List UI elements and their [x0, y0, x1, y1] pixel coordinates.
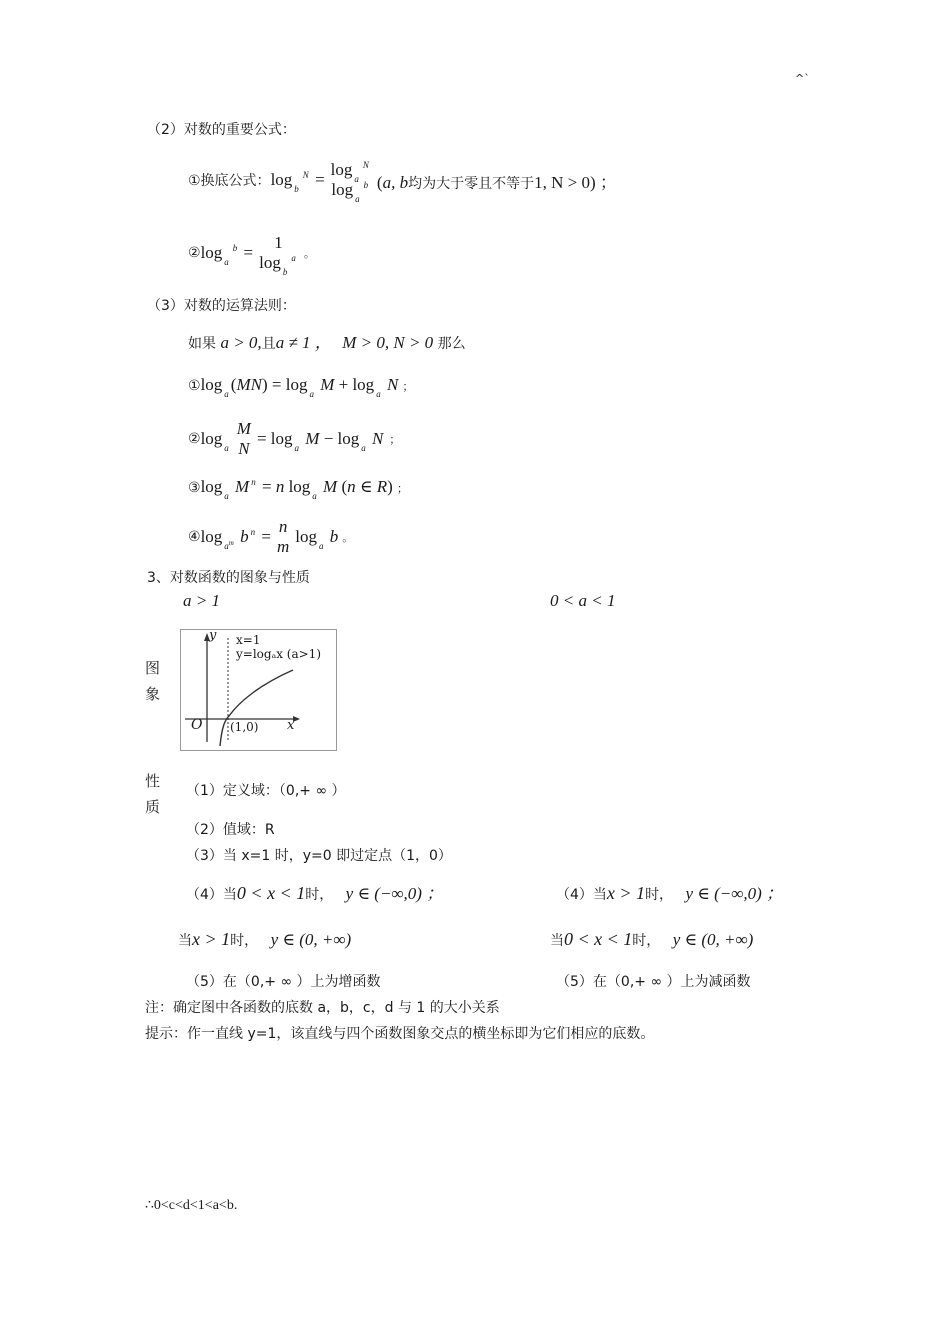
rule-base-power: ④ log $_{a^m}$ b $^n$ = n m log $_a$ b 。 [188, 517, 354, 556]
log-graph-a-gt-1 [180, 629, 337, 751]
graph-x1-label: x=1 [236, 633, 261, 647]
graph-origin-label: O [191, 717, 203, 733]
section-graph-heading: 3、对数函数的图象与性质 [147, 570, 310, 586]
formula-1-fraction: log $_a^N$ log $_a^b$ [330, 160, 369, 204]
graph-point-label: (1,0) [230, 720, 259, 734]
rule-quotient: ② log $_a$ M N = log $_a$ M − log $_a$ N ； [188, 419, 401, 458]
formula-1-label: ①换底公式： [188, 173, 271, 189]
formula-2-label: ② [188, 244, 201, 261]
rule-product: ①log $_a$ (MN) = log $_a$ M + log $_a$ N ； [188, 375, 414, 399]
graph-y-label: y [209, 628, 217, 643]
property-4-right: （4）当x > 1时， y ∈ (−∞,0) ； [556, 883, 784, 903]
property-5-right: （5）在（0,+ ∞ ）上为减函数 [556, 974, 751, 990]
row-label-properties: 性质 [145, 772, 161, 816]
property-range: （2）值域：R [186, 822, 275, 838]
property-4b-right: 当0 < x < 1时， y ∈ (0, +∞) [550, 929, 754, 949]
formula-change-of-base [188, 150, 617, 210]
graph-func-label: y=logₐx (a>1) [236, 647, 321, 661]
property-domain: （1）定义域：（0,+ ∞ ） [186, 783, 346, 799]
conclusion-text: ∴0<c<d<1<a<b. [145, 1198, 238, 1213]
corner-mark: ^` [795, 72, 810, 85]
formula-reciprocal: ② log $_a^b$ = 1 log $_b^a$ 。 [188, 232, 315, 277]
hint-text: 提示：作一直线 y=1，该直线与四个函数图象交点的横坐标即为它们相应的底数。 [145, 1026, 655, 1042]
property-4b-left: 当x > 1时， y ∈ (0, +∞) [178, 929, 352, 949]
graph-x-label: x [287, 718, 295, 733]
log-curve [220, 670, 293, 746]
case-a-greater-1: a > 1 [183, 591, 220, 610]
section-3-heading: （3）对数的运算法则： [147, 298, 296, 314]
formula-1-lhs: log $_b^N$ = [270, 170, 325, 194]
formula-2-fraction: 1 log $_b^a$ [259, 232, 296, 277]
rule-power: ③log $_a$ M $^n$ = n log $_a$ M (n ∈ R) ； [188, 477, 409, 501]
section-2-heading: （2）对数的重要公式： [147, 122, 296, 138]
row-label-image: 图象 [145, 659, 161, 703]
operation-condition: 如果 a > 0,且a ≠ 1 ， M > 0, N > 0 那么 [188, 333, 466, 352]
note-text: 注：确定图中各函数的底数 a，b，c，d 与 1 的大小关系 [145, 1000, 500, 1016]
formula-1-condition: (a, b均为大于零且不等于1, N > 0) ； [376, 172, 617, 192]
property-fixed-point: （3）当 x=1 时，y=0 即过定点（1，0） [186, 848, 452, 864]
case-a-between-0-1: 0 < a < 1 [550, 591, 616, 610]
property-5-left: （5）在（0,+ ∞ ）上为增函数 [186, 974, 381, 990]
property-4-left: （4）当0 < x < 1时， y ∈ (−∞,0) ； [186, 883, 444, 903]
